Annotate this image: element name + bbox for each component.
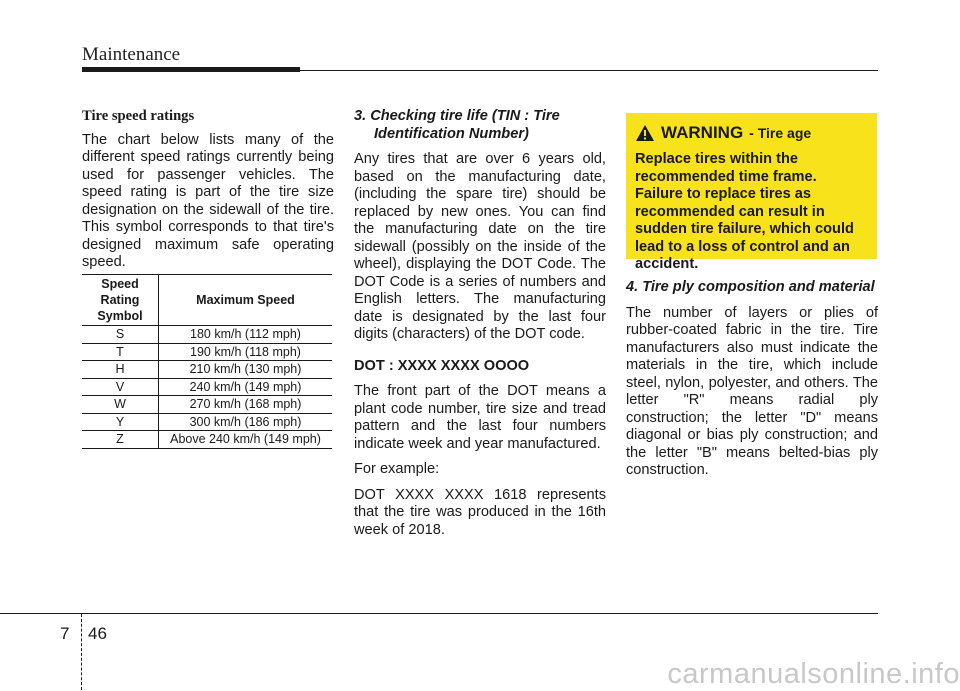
tin-paragraph-1: Any tires that are over 6 years old, based on the manufacturing date, (including the spare tire) should be replaced by new ones. You can find the manufacturing date on the tire sidewall (possibly on the inside of the wheel), displaying the DOT Code. The DOT Code is a series of numbers and English letters. The manufacturing date is designated by the last four digits (characters) of the DOT code. [354,151,606,342]
warning-triangle-icon [635,124,655,142]
table-row [82,326,332,344]
speed-ratings-paragraph: The chart below lists many of the different speed ratings currently being used for passenger vehicles. The speed rating is part of the tire size designation on the sidewall of the tire. This symbol corresponds to that tire's designed maximum safe operating speed. [82,131,334,270]
header-rule-thick [82,67,300,72]
ply-heading: 4. Tire ply composition and material [626,279,875,295]
speed-cell: 180 km/h (112 mph) [159,326,333,344]
symbol-cell: T [82,343,159,361]
page-number: 46 [88,624,107,643]
ply-paragraph: The number of layers or plies of rubber-coated fabric in the tire. Tire manufacturers also must indicate the materials in the tire, which include steel, nylon, polyester, and others. The letter "R" means radial ply construction; the letter "D" means diagonal or bias ply construction; and the letter "B" means belted-bias ply construction. [626,304,878,478]
table-row [82,413,332,431]
warning-title [635,123,868,143]
col-header-max-speed: Maximum Speed [159,275,333,326]
speed-cell: 240 km/h (149 mph) [159,378,333,396]
symbol-cell: V [82,378,159,396]
footer-rule [0,613,878,614]
column-1 [82,108,334,280]
tin-paragraph-3: For example: [354,461,440,477]
chapter-number: 7 [60,624,70,643]
speed-ratings-heading: Tire speed ratings [82,108,195,124]
speed-cell: 270 km/h (168 mph) [159,396,333,414]
table-row [82,378,332,396]
symbol-cell: W [82,396,159,414]
table-row [82,396,332,414]
column-3 [626,279,878,488]
warning-word: WARNING [661,123,744,142]
warning-subject: - Tire age [749,125,812,141]
table-row [82,361,332,379]
col-header-symbol: Speed Rating Symbol [82,275,159,326]
watermark: carmanualsonline.info [667,658,960,690]
dot-code-format: DOT : XXXX XXXX OOOO [354,357,530,374]
warning-body: Replace tires within the recommended time frame. Failure to replace tires as recommended can result in sudden tire failure, which could lead to a loss of control and an accident. [635,151,854,272]
speed-cell: 300 km/h (186 mph) [159,413,333,431]
footer-divider [81,614,83,690]
tin-paragraph-4: DOT XXXX XXXX 1618 represents that the tire was produced in the 16th week of 2018. [354,486,606,538]
symbol-cell: Y [82,413,159,431]
table-header-row [82,275,332,326]
symbol-cell: S [82,326,159,344]
tin-heading: 3. Checking tire life (TIN : Tire Identification Number) [354,108,560,142]
column-2 [354,108,606,547]
speed-rating-table [82,274,332,449]
header-rule-thin [300,70,878,71]
symbol-cell: Z [82,431,159,449]
symbol-cell: H [82,361,159,379]
warning-box [626,113,877,272]
speed-cell: 210 km/h (130 mph) [159,361,333,379]
table-row [82,431,332,449]
section-header: Maintenance [82,44,181,65]
speed-cell: 190 km/h (118 mph) [159,343,333,361]
speed-cell: Above 240 km/h (149 mph) [159,431,333,449]
tin-paragraph-2: The front part of the DOT means a plant code number, tire size and tread pattern and the last four numbers indicate week and year manufactured. [354,383,606,452]
table-row [82,343,332,361]
